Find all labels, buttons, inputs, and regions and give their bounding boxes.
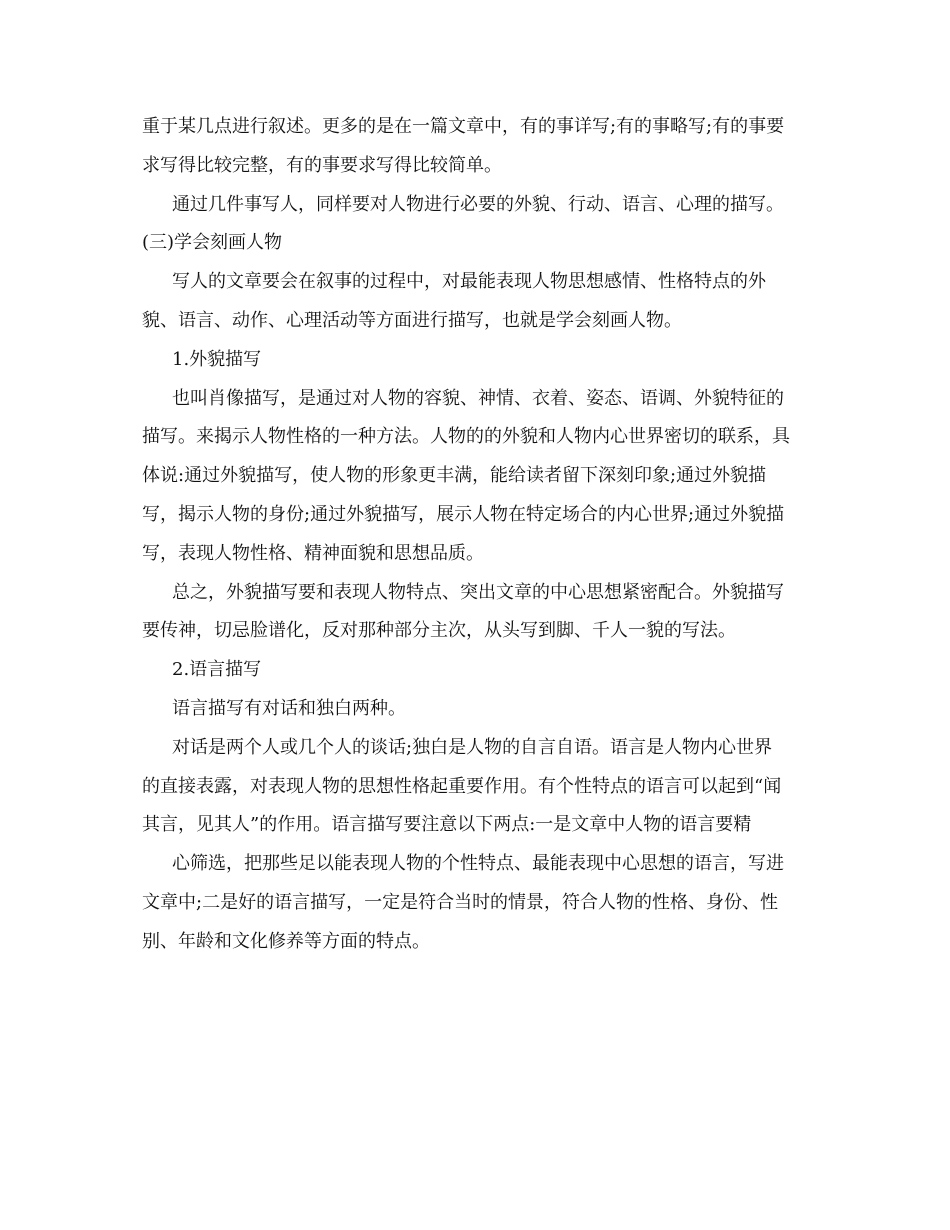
text-line-11: 写，揭示人物的身份;通过外貌描写，展示人物在特定场合的内心世界;通过外貌描 (142, 503, 785, 525)
text-line-19: 其言，见其人”的作用。语言描写要注意以下两点:一是文章中人物的语言要精 (142, 814, 752, 836)
text-line-3: 通过几件事写人，同样要对人物进行必要的外貌、行动、语言、心理的描写。 (172, 193, 784, 215)
text-line-12: 写，表现人物性格、精神面貌和思想品质。 (142, 542, 484, 564)
text-line-9: 描写。来揭示人物性格的一种方法。人物的的外貌和人物内心世界密切的联系，具 (142, 426, 790, 448)
text-line-20: 心筛选，把那些足以能表现人物的个性特点、最能表现中心思想的语言，写进 (172, 853, 784, 875)
text-line-13: 总之，外貌描写要和表现人物特点、突出文章的中心思想紧密配合。外貌描写 (172, 581, 784, 603)
text-line-14: 要传神，切忌脸谱化，反对那种部分主次，从头写到脚、千人一貌的写法。 (142, 620, 736, 642)
text-line-6: 貌、语言、动作、心理活动等方面进行描写，也就是学会刻画人物。 (142, 309, 682, 331)
text-line-16: 语言描写有对话和独白两种。 (172, 697, 406, 719)
text-line-22: 别、年龄和文化修养等方面的特点。 (142, 930, 430, 952)
text-line-1: 重于某几点进行叙述。更多的是在一篇文章中，有的事详写;有的事略写;有的事要 (142, 116, 785, 137)
text-line-17: 对话是两个人或几个人的谈话;独白是人物的自言自语。语言是人物内心世界 (172, 736, 773, 758)
subheading-language: 2.语言描写 (172, 659, 262, 681)
text-line-5: 写人的文章要会在叙事的过程中，对最能表现人物思想感情、性格特点的外 (172, 271, 766, 293)
text-line-10: 体说:通过外貌描写，使人物的形象更丰满，能给读者留下深刻印象;通过外貌描 (142, 465, 767, 487)
text-line-2: 求写得比较完整，有的事要求写得比较简单。 (142, 154, 502, 176)
text-line-8: 也叫肖像描写，是通过对人物的容貌、神情、衣着、姿态、语调、外貌特征的 (172, 387, 784, 409)
text-line-21: 文章中;二是好的语言描写，一定是符合当时的情景，符合人物的性格、身份、性 (142, 891, 779, 913)
document-body (142, 108, 814, 962)
section-heading: (三)学会刻画人物 (142, 232, 283, 254)
subheading-appearance: 1.外貌描写 (172, 348, 262, 370)
text-line-18: 的直接表露，对表现人物的思想性格起重要作用。有个性特点的语言可以起到“闻 (142, 775, 782, 797)
